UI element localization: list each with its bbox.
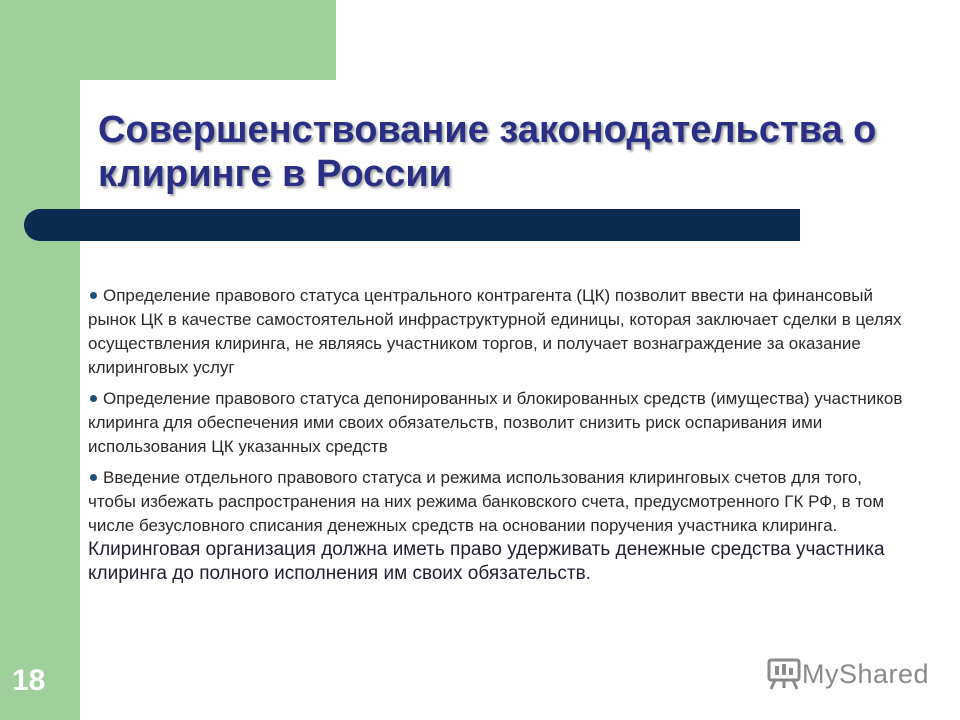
bullet-icon xyxy=(90,474,97,481)
bullet-text-emphasis: Клиринговая организация должна иметь право удерживать денежные средства участника клиринга до полного исполнения им своих обязательств. xyxy=(88,539,885,584)
green-top-band xyxy=(0,0,336,80)
title-divider-bar xyxy=(24,209,800,241)
presentation-board-icon xyxy=(766,657,802,691)
slide-title: Совершенствование законодательства о клиринге в России xyxy=(98,109,877,195)
green-sidebar xyxy=(0,0,80,720)
watermark-logo xyxy=(766,657,929,691)
bullet-item xyxy=(88,466,908,586)
bullet-text: Определение правового статуса центрального контрагента (ЦК) позволит ввести на финансовый рынок ЦК в качестве самостоятельной инфраструктурной единицы, которая заключает сделки в целях осуществления клиринга, не являясь участником торгов, и получает вознаграждение за оказание клиринговых услуг xyxy=(88,286,902,377)
bullet-text: Определение правового статуса депонированных и блокированных средств (имущества) участников клиринга для обеспечения ими своих обязательств, позволит снизить риск оспаривания ими использования ЦК указанных средств xyxy=(88,389,903,456)
page-number: 18 xyxy=(12,664,46,697)
bullet-icon xyxy=(90,395,97,402)
bullet-item xyxy=(88,284,908,380)
slide-content xyxy=(88,284,908,593)
watermark-text: MyShared xyxy=(802,658,930,689)
bullet-icon xyxy=(90,292,97,299)
bullet-item xyxy=(88,387,908,459)
bullet-text: Введение отдельного правового статуса и режима использования клиринговых счетов для того, чтобы избежать распространения на них режима банковского счета, предусмотренного ГК РФ, в том числе безусловного списания денежных средств на основании поручения участника клиринга. xyxy=(88,468,885,535)
